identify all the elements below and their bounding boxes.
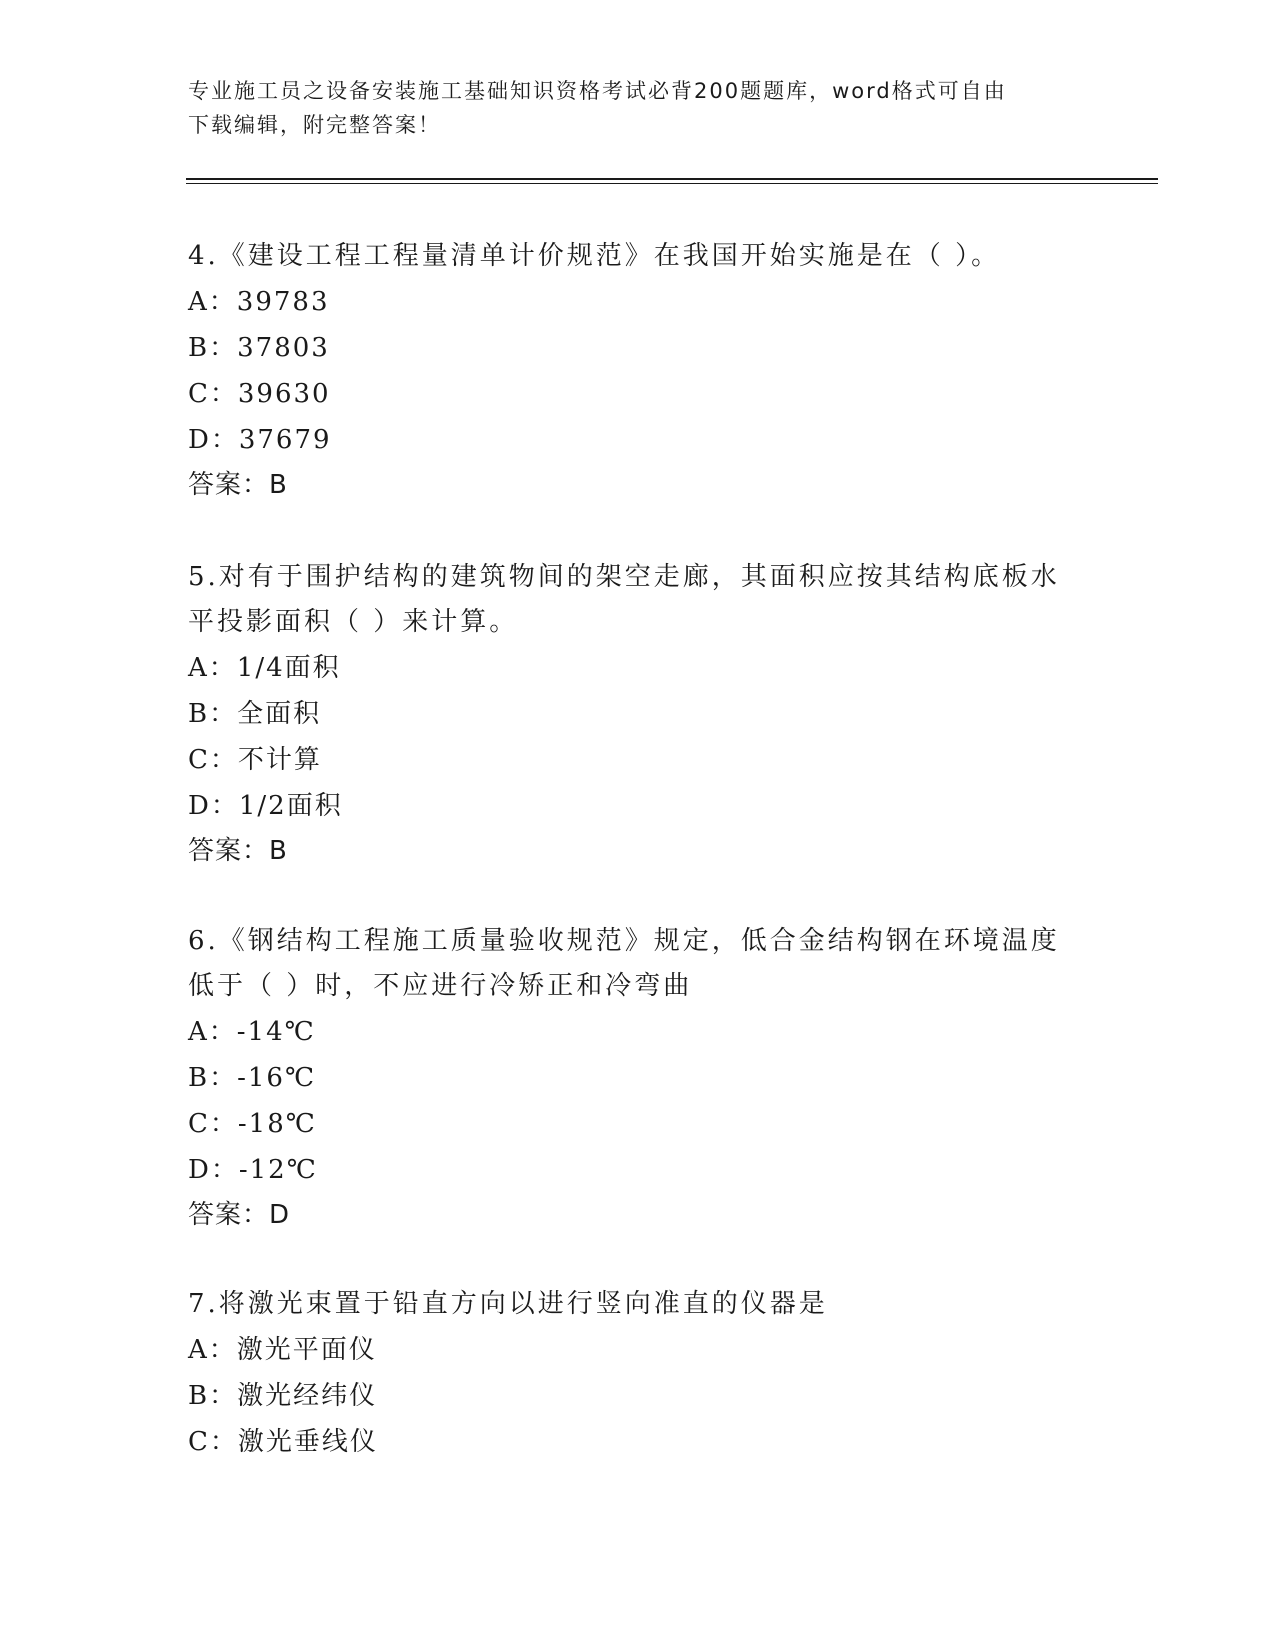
question-6	[188, 919, 1088, 1237]
question-stem-line: 低于（ ）时，不应进行冷矫正和冷弯曲	[188, 971, 693, 1001]
option-c: C：不计算	[188, 745, 322, 775]
answer-line: 答案：D	[188, 1200, 291, 1230]
question-stem-line: 7.将激光束置于铅直方向以进行竖向准直的仪器是	[188, 1289, 828, 1319]
question-7	[188, 1282, 1088, 1465]
option-a: A：激光平面仪	[188, 1335, 377, 1365]
question-stem	[188, 1282, 1088, 1327]
question-stem	[188, 919, 1088, 1009]
option-d: D：-12℃	[188, 1155, 318, 1185]
header-line-2: 下载编辑，附完整答案！	[188, 113, 441, 137]
option-c: C：-18℃	[188, 1109, 317, 1139]
question-stem-line: 4.《建设工程工程量清单计价规范》在我国开始实施是在（ ）。	[188, 241, 1001, 271]
option-b: B：-16℃	[188, 1063, 317, 1093]
option-b: B：激光经纬仪	[188, 1381, 378, 1411]
header-line-1: 专业施工员之设备安装施工基础知识资格考试必背200题题库，word格式可自由	[188, 79, 1007, 103]
question-5	[188, 555, 1088, 873]
option-d: D：37679	[188, 425, 332, 455]
option-a: A：1/4面积	[188, 653, 341, 683]
option-a: A：39783	[188, 287, 330, 317]
question-stem	[188, 234, 1088, 279]
question-stem-line: 5.对有于围护结构的建筑物间的架空走廊，其面积应按其结构底板水	[188, 562, 1060, 592]
question-4	[188, 234, 1088, 507]
option-d: D：1/2面积	[188, 791, 343, 821]
question-stem-line: 平投影面积（ ）来计算。	[188, 607, 519, 637]
header-divider-thin	[186, 183, 1158, 184]
header-divider-thick	[186, 178, 1158, 180]
question-stem	[188, 555, 1088, 645]
answer-line: 答案：B	[188, 836, 288, 866]
option-c: C：39630	[188, 379, 331, 409]
answer-line: 答案：B	[188, 470, 288, 500]
question-stem-line: 6.《钢结构工程施工质量验收规范》规定，低合金结构钢在环境温度	[188, 926, 1060, 956]
document-header	[188, 74, 1068, 142]
option-a: A：-14℃	[188, 1017, 316, 1047]
option-b: B：37803	[188, 333, 330, 363]
option-b: B：全面积	[188, 699, 322, 729]
option-c: C：激光垂线仪	[188, 1427, 378, 1457]
